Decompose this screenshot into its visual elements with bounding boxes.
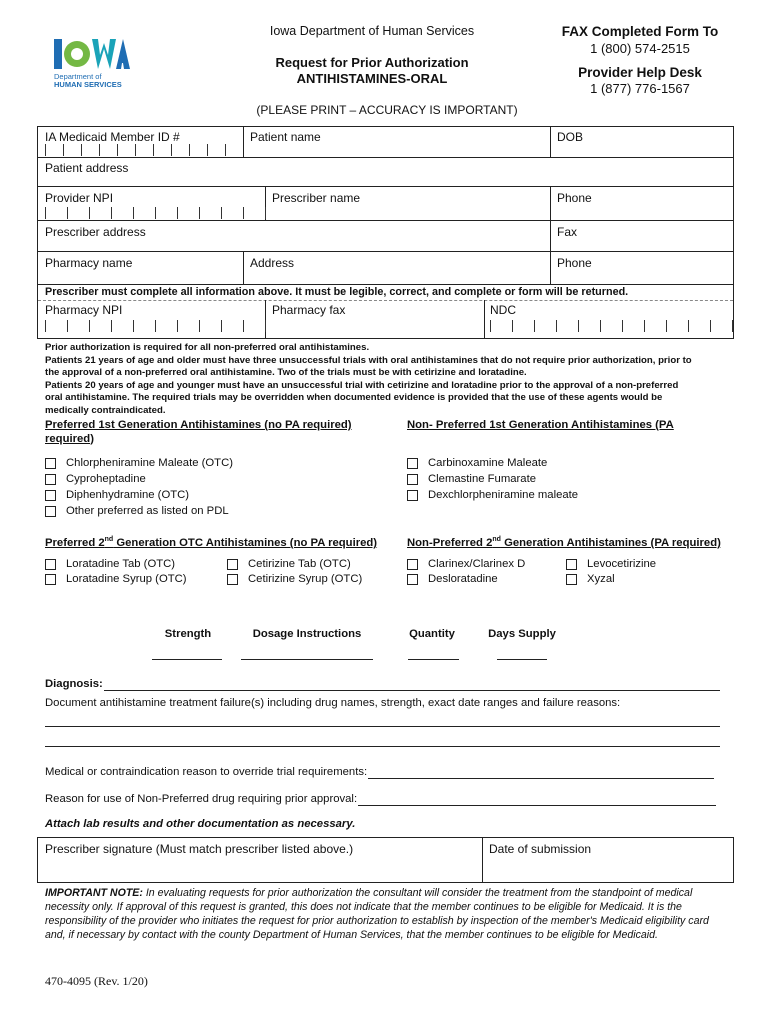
quantity-label: Quantity [409,628,455,640]
print-instruction: (PLEASE PRINT – ACCURACY IS IMPORTANT) [256,103,518,117]
phone-label: Phone [557,191,592,205]
preferred-1st-gen-title: Preferred 1st Generation Antihistamines (no PA required) [45,419,352,431]
checkbox[interactable] [407,574,418,585]
criteria-line: Patients 21 years of age and older must have three unsuccessful trials with oral antihistamines that do not require prior authorization, prior to [45,354,692,366]
diagnosis-field[interactable] [104,690,720,691]
heading-part: Non-Preferred 2 [407,536,493,549]
important-note-text: In evaluating requests for prior authorization the consultant will consider the treatment from the standpoint of medical necessity only. If approval of this request is granted, this does not indicate that the member continues to be eligible for Medicaid. It is the responsibility of the provider who initiates the request for prior authorization to establish by inspection of the member's Medicaid eligibility card and, if necessary by contact with the county Department of Human Services, that the member continues to be eligible for Medicaid. [45,887,709,941]
pharmacy-npi-field[interactable] [45,320,266,332]
drug-option-label: Chlorpheniramine Maleate (OTC) [66,457,234,469]
drug-option-label: Xyzal [587,573,615,585]
logo-dept-line2: HUMAN SERVICES [54,80,122,89]
important-note-label: IMPORTANT NOTE: [45,887,143,899]
drug-option[interactable] [45,558,175,570]
strength-label: Strength [164,628,212,640]
prescriber-signature-label: Prescriber signature (Must match prescriber listed above.) [45,842,354,856]
checkbox[interactable] [227,559,238,570]
preferred-2nd-gen-heading [45,533,377,550]
signature-table [37,837,734,883]
heading-sup: nd [492,536,501,543]
criteria-line: oral antihistamine. The required trials may be overridden when documented evidence is provided that the use of these agents would be [45,392,663,404]
member-id-field[interactable] [45,144,226,156]
drug-option[interactable] [566,573,615,585]
heading-part: Preferred 2 [45,536,105,549]
drug-option-label: Carbinoxamine Maleate [428,457,548,469]
drug-option[interactable] [407,473,536,485]
member-id-label: IA Medicaid Member ID # [45,130,180,144]
drug-option-label: Levocetirizine [587,558,657,570]
logo-dept-line1: Department of [54,72,102,81]
help-desk-label: Provider Help Desk [578,65,702,80]
nonpreferred-reason-field[interactable] [358,805,716,806]
help-desk-number: 1 (877) 776-1567 [590,81,690,96]
drug-option-label: Desloratadine [428,573,498,585]
medical-reason-label: Medical or contraindication reason to override trial requirements: [45,766,368,778]
drug-option-label: Loratadine Syrup (OTC) [66,573,187,585]
nonpreferred-2nd-gen-heading [407,533,721,550]
checkbox[interactable] [45,574,56,585]
checkbox[interactable] [407,490,418,501]
drug-option-label: Cetirizine Tab (OTC) [248,558,351,570]
criteria-line: medically contraindicated. [45,404,166,416]
pharmacy-address-label: Address [250,256,295,270]
checkbox[interactable] [45,559,56,570]
checkbox[interactable] [45,490,56,501]
nonpreferred-reason-label: Reason for use of Non-Preferred drug requiring prior approval: [45,793,358,805]
pharmacy-name-label: Pharmacy name [45,256,133,270]
patient-provider-table [37,126,734,339]
checkbox[interactable] [227,574,238,585]
pharmacy-phone-label: Phone [557,256,592,270]
ndc-field[interactable] [490,320,733,332]
form-title: Request for Prior Authorization [275,55,469,70]
heading-sup: nd [104,536,114,543]
iowa-logo-graphic [52,33,132,73]
drug-option[interactable] [407,457,547,469]
pharmacy-npi-label: Pharmacy NPI [45,303,123,317]
fax-field-label: Fax [557,225,578,239]
iowa-dhs-logo [52,33,132,91]
drug-option-label: Clarinex/Clarinex D [428,558,526,570]
drug-option[interactable] [45,473,146,485]
checkbox[interactable] [566,574,577,585]
provider-npi-label: Provider NPI [45,191,114,205]
drug-option-label: Cetirizine Syrup (OTC) [248,573,363,585]
quantity-field[interactable] [408,659,459,660]
checkbox[interactable] [566,559,577,570]
date-of-submission-label: Date of submission [489,842,592,856]
fax-label: FAX Completed Form To [561,24,719,39]
treatment-failure-label: Document antihistamine treatment failure(s) including drug names, strength, exact date ranges and failure reasons: [45,697,621,709]
completion-warning: Prescriber must complete all information above. It must be legible, correct, and complete or form will be returned. [45,286,629,298]
checkbox[interactable] [407,559,418,570]
checkbox[interactable] [45,506,56,517]
important-note [45,886,725,942]
drug-option-label: Clemastine Fumarate [428,473,536,485]
drug-option[interactable] [45,489,189,501]
drug-option-label: Loratadine Tab (OTC) [66,558,176,570]
patient-name-label: Patient name [250,130,321,144]
pharmacy-fax-label: Pharmacy fax [272,303,346,317]
drug-option[interactable] [566,558,656,570]
drug-option[interactable] [45,505,229,517]
attach-instruction: Attach lab results and other documentation as necessary. [45,818,356,830]
pa-criteria [45,342,735,418]
drug-option[interactable] [45,457,233,469]
criteria-line: Prior authorization is required for all non-preferred oral antihistamines. [45,342,370,353]
heading-part: Generation Antihistamines (PA required) [500,536,721,549]
criteria-line: the approval of a non-preferred oral antihistamine. Two of the trials must be with cetirizine and loratadine. [45,367,527,379]
drug-option[interactable] [227,573,362,585]
nonpreferred-1st-gen-heading: Non- Preferred 1st Generation Antihistamines (PA [407,419,674,431]
ndc-label: NDC [490,303,516,317]
drug-option[interactable] [227,558,351,570]
checkbox[interactable] [45,474,56,485]
treatment-failure-field[interactable] [45,726,720,727]
drug-option-label: Diphenhydramine (OTC) [66,489,190,501]
preferred-1st-gen-heading [45,419,385,446]
prescriber-name-label: Prescriber name [272,191,361,205]
drug-option[interactable] [407,573,498,585]
medical-reason-field[interactable] [368,778,714,779]
prescriber-address-label: Prescriber address [45,225,146,239]
dosage-instructions-label: Dosage Instructions [252,628,362,640]
dosage-field[interactable] [241,659,373,660]
form-number: 470-4095 (Rev. 1/20) [45,974,148,988]
patient-address-label: Patient address [45,161,129,175]
preferred-1st-gen-title-cont: required) [45,432,94,445]
diagnosis-label: Diagnosis: [45,678,103,690]
dob-label: DOB [557,130,584,144]
checkbox[interactable] [45,458,56,469]
fax-number: 1 (800) 574-2515 [590,41,690,56]
heading-part: Generation OTC Antihistamines (no PA required) [113,536,378,549]
drug-option-label: Other preferred as listed on PDL [66,505,229,517]
criteria-line: Patients 20 years of age and younger must have an unsuccessful trial with cetirizine and loratadine prior to the approval of a non-preferred [45,379,679,391]
department-name: Iowa Department of Human Services [269,24,475,38]
drug-option-label: Dexchlorpheniramine maleate [428,489,579,501]
form-subtitle: ANTIHISTAMINES-ORAL [296,71,448,86]
drug-option[interactable] [45,573,187,585]
drug-option-label: Cyproheptadine [66,473,146,485]
treatment-failure-field[interactable] [45,746,720,747]
checkbox[interactable] [407,474,418,485]
drug-option[interactable] [407,489,578,501]
checkbox[interactable] [407,458,418,469]
days-supply-field[interactable] [497,659,547,660]
strength-field[interactable] [152,659,222,660]
drug-option[interactable] [407,558,525,570]
provider-npi-field[interactable] [45,207,266,219]
days-supply-label: Days Supply [488,628,556,640]
